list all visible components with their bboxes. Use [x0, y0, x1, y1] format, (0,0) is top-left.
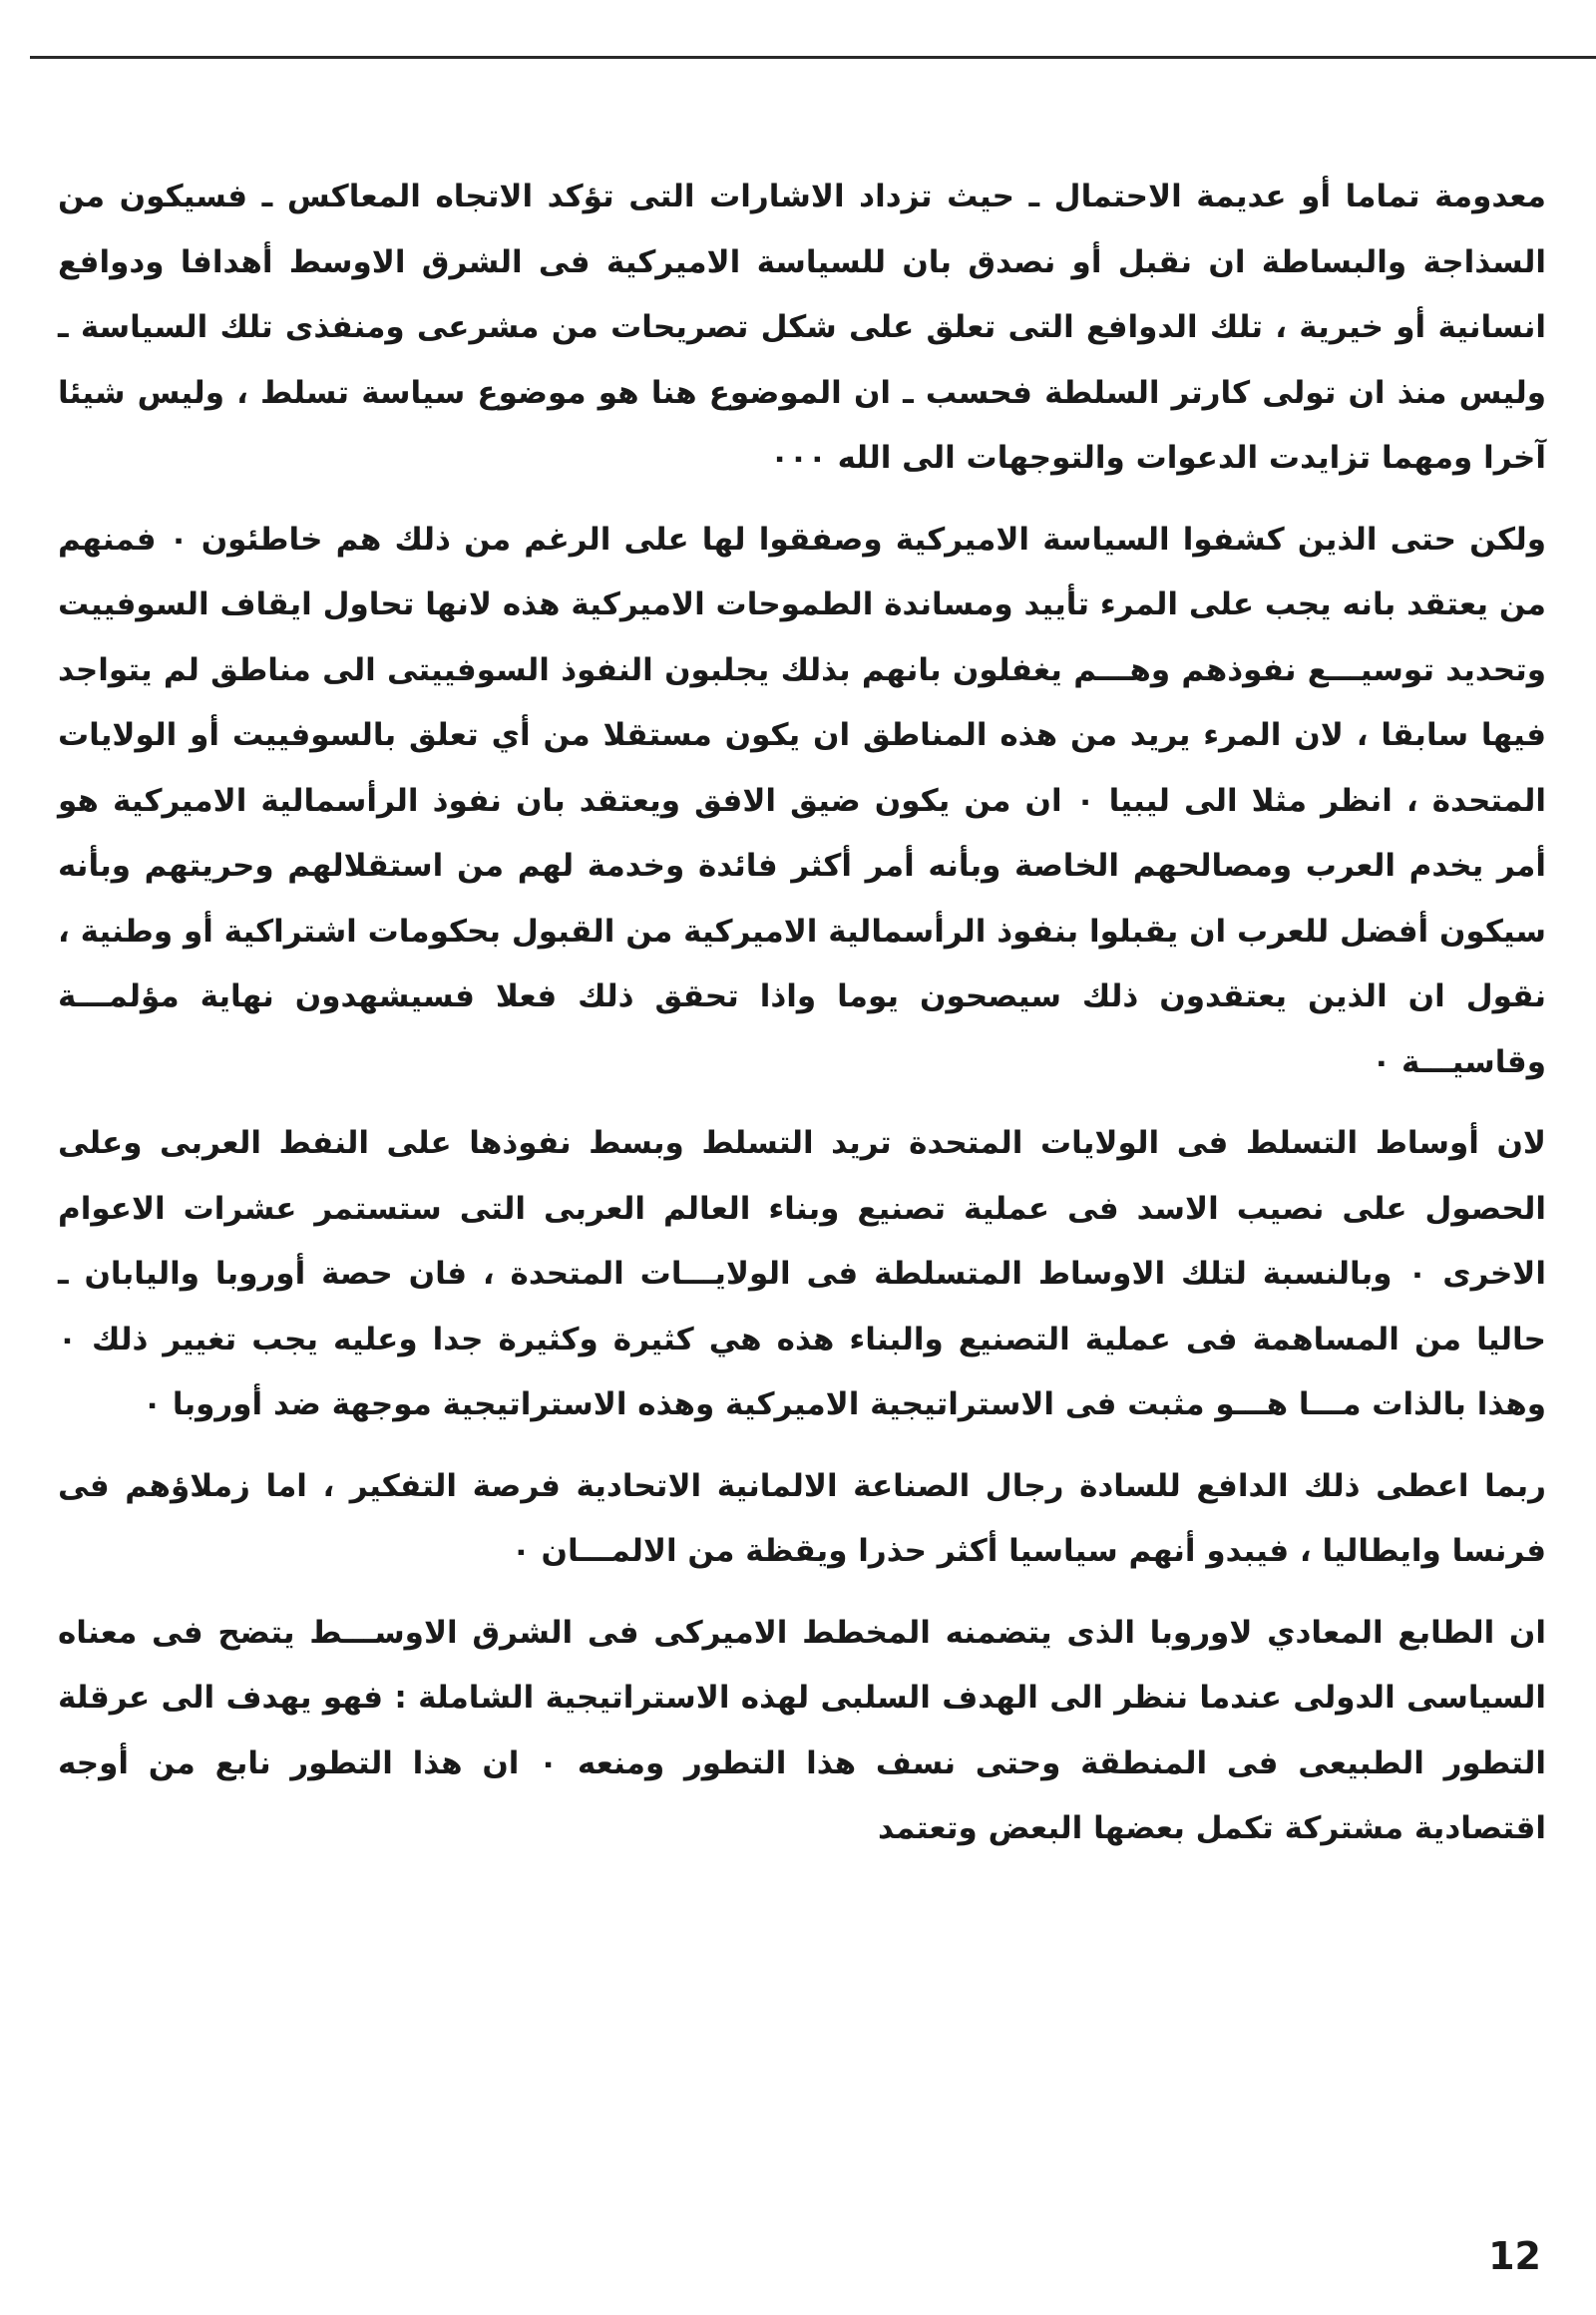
document-body — [58, 165, 1546, 1878]
paragraph-5: ان الطابع المعادي لاوروبا الذى يتضمنه المخطط الاميركى فى الشرق الاوســـط يتضح فى معناه السياسى الدولى عندما ننظر الى الهدف السلبى لهذه الاستراتيجية الشاملة : فهو يهدف الى عرقلة التطور الطبيعى فى المنطقة وحتى نسف هذا التطور ومنعه ٠ ان هذا التطور نابع من أوجه اقتصادية مشتركة تكمل بعضها البعض وتعتمد — [58, 1614, 1546, 1846]
top-rule — [30, 56, 1596, 59]
paragraph-3: لان أوساط التسلط فى الولايات المتحدة تريد التسلط وبسط نفوذها على النفط العربى وعلى الحصول على نصيب الاسد فى عملية تصنيع وبناء العالم العربى التى ستستمر عشرات الاعوام الاخرى ٠ وبالنسبة لتلك الاوساط المتسلطة فى الولايـــات المتحدة ، فان حصة أوروبا واليابان ـ حاليا من المساهمة فى عملية التصنيع والبناء هذه هي كثيرة وكثيرة جدا وعليه يجب تغيير ذلك ٠ وهذا بالذات مـــا هـــو مثبت فى الاستراتيجية الاميركية وهذه الاستراتيجية موجهة ضد أوروبا ٠ — [58, 1125, 1546, 1422]
paragraph-4: ربما اعطى ذلك الدافع للسادة رجال الصناعة الالمانية الاتحادية فرصة التفكير ، اما زملاؤهم فى فرنسا وايطاليا ، فيبدو أنهم سياسيا أكثر حذرا ويقظة من الالمـــان ٠ — [58, 1467, 1546, 1569]
paragraph-1: معدومة تماما أو عديمة الاحتمال ـ حيث تزداد الاشارات التى تؤكد الاتجاه المعاكس ـ فسيكون من السذاجة والبساطة ان نقبل أو نصدق بان للسياسة الاميركية فى الشرق الاوسط أهدافا ودوافع انسانية أو خيرية ، تلك الدوافع التى تعلق على شكل تصريحات من مشرعى ومنفذى تلك السياسة ـ وليس منذ ان تولى كارتر السلطة فحسب ـ ان الموضوع هنا هو موضوع سياسة تسلط ، وليس شيئا آخرا ومهما تزايدت الدعوات والتوجهات الى الله ٠٠٠ — [58, 179, 1546, 476]
page-number: 12 — [1488, 2234, 1541, 2278]
paragraph-2: ولكن حتى الذين كشفوا السياسة الاميركية وصفقوا لها على الرغم من ذلك هم خاطئون ٠ فمنهم من يعتقد بانه يجب على المرء تأييد ومساندة الطموحات الاميركية هذه لانها تحاول ايقاف السوفييت وتحديد توسيـــع نفوذهم وهـــم يغفلون بانهم بذلك يجلبون النفوذ السوفييتى الى مناطق لم يتواجد فيها سابقا ، لان المرء يريد من هذه المناطق ان يكون مستقلا من أي تعلق بالسوفييت أو الولايات المتحدة ، انظر مثلا الى ليبيا ٠ ان من يكون ضيق الافق ويعتقد بان نفوذ الرأسمالية الاميركية هو أمر يخدم العرب ومصالحهم الخاصة وبأنه أمر أكثر فائدة وخدمة لهم من استقلالهم وحريتهم وبأنه سيكون أفضل للعرب ان يقبلوا بنفوذ الرأسمالية الاميركية من القبول بحكومات اشتراكية أو وطنية ، نقول ان الذين يعتقدون ذلك سيصحون يوما واذا تحقق ذلك فعلا فسيشهدون نهاية مؤلمـــة وقاسيـــة ٠ — [58, 521, 1546, 1080]
